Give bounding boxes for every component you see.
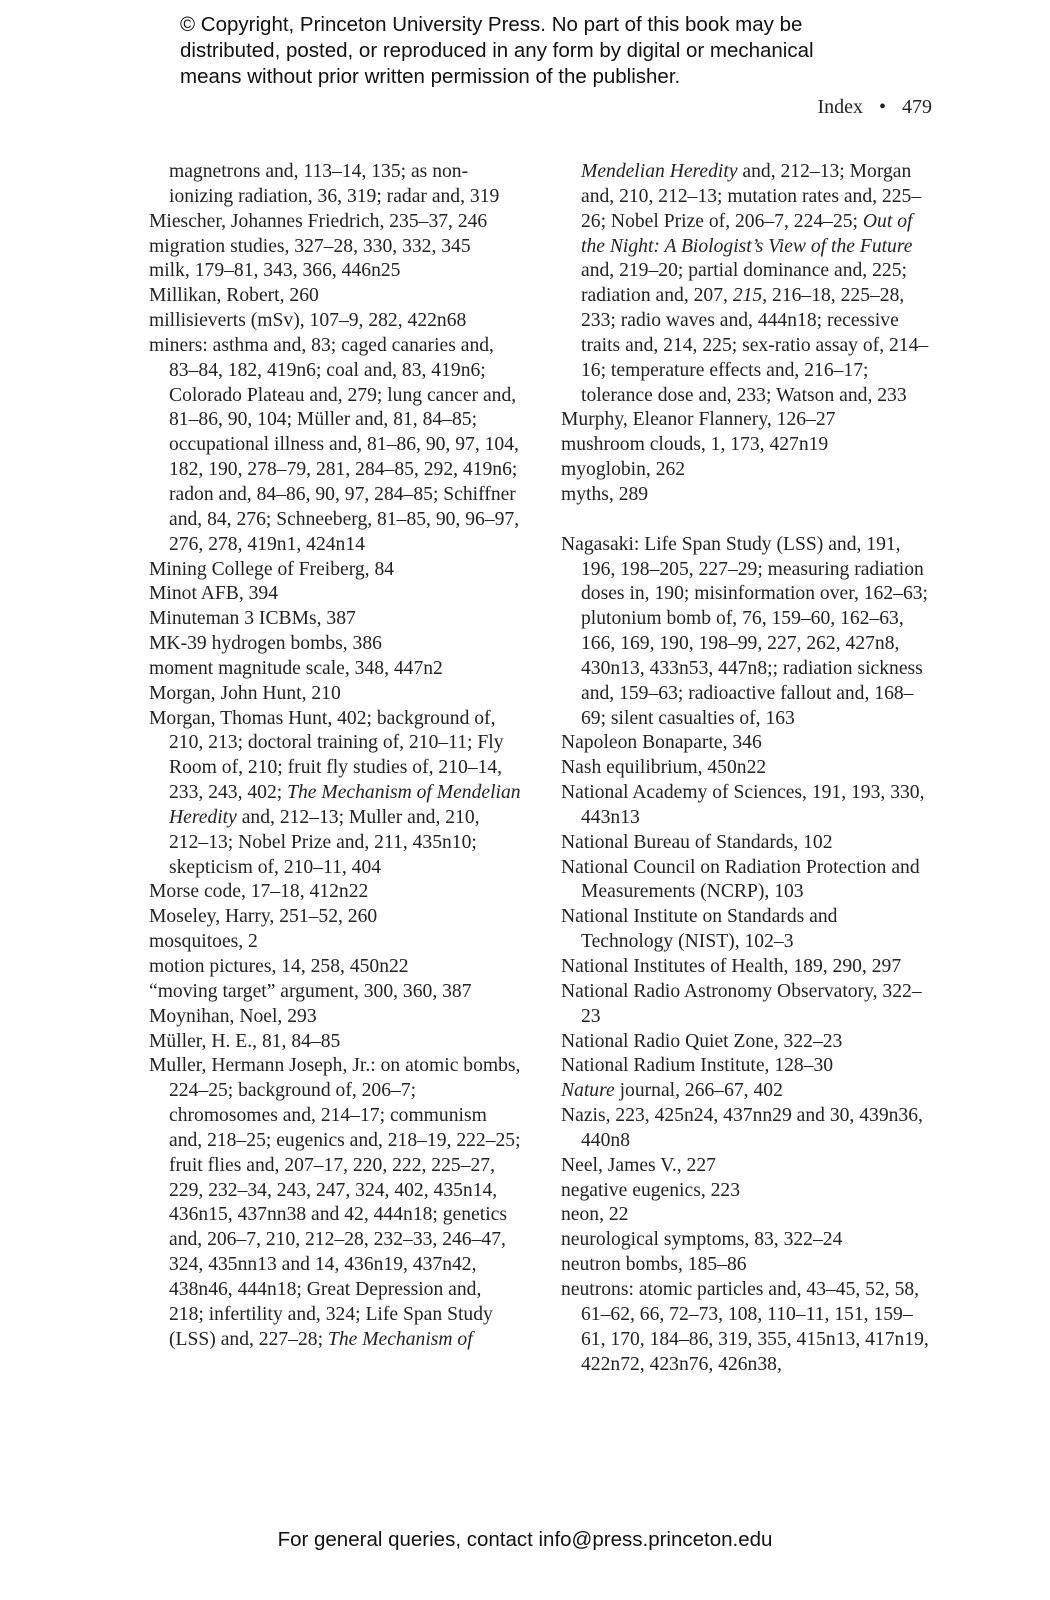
index-entry: milk, 179–81, 343, 366, 446n25 bbox=[149, 260, 401, 282]
index-entry: Neel, James V., 227 bbox=[561, 1154, 716, 1176]
index-entry: Murphy, Eleanor Flannery, 126–27 bbox=[561, 409, 836, 431]
index-entry: Nature journal, 266–67, 402 bbox=[561, 1080, 783, 1102]
index-entry: National Institute on Standards and Technology (NIST), 102–3 bbox=[561, 906, 838, 953]
index-entry: neutron bombs, 185–86 bbox=[561, 1254, 747, 1276]
letter-group-gap bbox=[561, 508, 933, 533]
index-entry: myths, 289 bbox=[561, 483, 649, 505]
index-entry: National Radio Quiet Zone, 322–23 bbox=[561, 1030, 843, 1052]
index-entry: Moynihan, Noel, 293 bbox=[149, 1005, 317, 1027]
index-entry: miners: asthma and, 83; caged canaries and, 83–84, 182, 419n6; coal and, 83, 419n6; Colorado Plateau and, 279; lung cancer and, 81–86, 90, 104; Müller and, 81, 84–85; occupational illness and, 81–86, 90, 97, 104, 182, 190, 278–79, 281, 284–85, 292, 419n6; radon and, 84–86, 90, 97, 284–85; Schiffner and, 84, 276; Schneeberg, 81–85, 90, 96–97, 276, 278, 419n1, 424n14 bbox=[149, 334, 520, 555]
index-entry: Minot AFB, 394 bbox=[149, 583, 279, 605]
index-entry: National Academy of Sciences, 191, 193, 330, 443n13 bbox=[561, 782, 925, 828]
index-entry: National Radio Astronomy Observatory, 322–23 bbox=[561, 980, 922, 1027]
index-entry: Morgan, John Hunt, 210 bbox=[149, 682, 341, 704]
index-entry: motion pictures, 14, 258, 450n22 bbox=[149, 956, 409, 977]
footer-contact: For general queries, contact info@press.princeton.edu bbox=[277, 1528, 773, 1551]
index-entry: Minuteman 3 ICBMs, 387 bbox=[149, 608, 356, 630]
index-column-left bbox=[149, 160, 521, 1353]
running-head-section: Index bbox=[817, 96, 863, 118]
index-entry: mushroom clouds, 1, 173, 427n19 bbox=[561, 434, 829, 456]
index-entry: MK-39 hydrogen bombs, 386 bbox=[149, 633, 382, 655]
index-entry: National Radium Institute, 128–30 bbox=[561, 1055, 834, 1077]
index-entry: myoglobin, 262 bbox=[561, 459, 686, 481]
index-entry: Muller, Hermann Joseph, Jr.: on atomic bombs, 224–25; background of, 206–7; chromosomes and, 214–17; communism and, 218–25; eugenics and, 218–19, 222–25; fruit flies and, 207–17, 220, 222, 225–27, 229, 232–34, 243, 247, 324, 402, 435n14, 436n15, 437nn38 and 42, 444n18; genetics and, 206–7, 210, 212–28, 232–33, 246–47, 324, 435nn13 and 14, 436n19, 437n42, 438n46, 444n18; Great Depression and, 218; infertility and, 324; Life Span Study (LSS) and, 227–28; The Mechanism of bbox=[149, 1055, 521, 1350]
index-entry: Millikan, Robert, 260 bbox=[149, 285, 319, 307]
index-entry: Nagasaki: Life Span Study (LSS) and, 191, 196, 198–205, 227–29; measuring radiation doses in, 190; misinformation over, 162–63; plutonium bomb of, 76, 159–60, 162–63, 166, 169, 190, 198–99, 227, 262, 427n8, 430n13, 433n53, 447n8;; radiation sickness and, 159–63; radioactive fallout and, 168–69; silent casualties of, 163 bbox=[561, 533, 928, 729]
index-entry: National Bureau of Standards, 102 bbox=[561, 831, 833, 853]
index-entry: Morgan, Thomas Hunt, 402; background of, 210, 213; doctoral training of, 210–11; Fly Room of, 210; fruit fly studies of, 210–14, 233, 243, 402; The Mechanism of Mendelian Heredity and, 212–13; Muller and, 210, 212–13; Nobel Prize and, 211, 435n10; skepticism of, 210–11, 404 bbox=[149, 707, 521, 878]
index-column-right bbox=[561, 160, 933, 1377]
index-entry: neurological symptoms, 83, 322–24 bbox=[561, 1229, 843, 1251]
index-entry: Nazis, 223, 425n24, 437nn29 and 30, 439n36, 440n8 bbox=[561, 1105, 923, 1151]
index-entry: millisieverts (mSv), 107–9, 282, 422n68 bbox=[149, 310, 467, 332]
index-entry: neon, 22 bbox=[561, 1204, 629, 1226]
index-entry-continued: magnetrons and, 113–14, 135; as non-ionizing radiation, 36, 319; radar and, 319 bbox=[169, 161, 500, 207]
copyright-notice bbox=[180, 12, 900, 90]
copyright-line: © Copyright, Princeton University Press. No part of this book may be bbox=[180, 13, 803, 36]
index-entry: National Council on Radiation Protection and Measurements (NCRP), 103 bbox=[561, 856, 920, 903]
index-entry: Morse code, 17–18, 412n22 bbox=[149, 881, 369, 903]
index-entry: National Institutes of Health, 189, 290, 297 bbox=[561, 956, 902, 977]
running-head bbox=[817, 96, 932, 119]
index-entry: “moving target” argument, 300, 360, 387 bbox=[149, 980, 472, 1002]
index-entry: negative eugenics, 223 bbox=[561, 1179, 741, 1201]
copyright-line: distributed, posted, or reproduced in any form by digital or mechanical bbox=[180, 39, 814, 62]
running-head-separator: • bbox=[878, 96, 886, 118]
index-entry: moment magnitude scale, 348, 447n2 bbox=[149, 657, 443, 679]
index-entry: Moseley, Harry, 251–52, 260 bbox=[149, 906, 378, 928]
page-number: 479 bbox=[902, 96, 932, 118]
index-entry: Mining College of Freiberg, 84 bbox=[149, 558, 395, 580]
index-entry: neutrons: atomic particles and, 43–45, 52, 58, 61–62, 66, 72–73, 108, 110–11, 151, 159–61, 170, 184–86, 319, 355, 415n13, 417n19, 422n72, 423n76, 426n38, bbox=[561, 1278, 929, 1375]
index-entry-continued: Mendelian Heredity and, 212–13; Morgan and, 210, 212–13; mutation rates and, 225–26; Nobel Prize of, 206–7, 224–25; Out of the Night: A Biologist’s View of the Future and, 219–20; partial dominance and, 225; radiation and, 207, 215, 216–18, 225–28, 233; radio waves and, 444n18; recessive traits and, 214, 225; sex-ratio assay of, 214–16; temperature effects and, 216–17; tolerance dose and, 233; Watson and, 233 bbox=[581, 161, 929, 406]
copyright-line: means without prior written permission of the publisher. bbox=[180, 65, 681, 88]
index-entry: Müller, H. E., 81, 84–85 bbox=[149, 1030, 341, 1052]
index-entry: Miescher, Johannes Friedrich, 235–37, 246 bbox=[149, 210, 488, 232]
index-entry: Napoleon Bonaparte, 346 bbox=[561, 732, 762, 754]
index-entry: migration studies, 327–28, 330, 332, 345 bbox=[149, 235, 471, 257]
index-entry: Nash equilibrium, 450n22 bbox=[561, 757, 767, 779]
index-entry: mosquitoes, 2 bbox=[149, 931, 258, 953]
